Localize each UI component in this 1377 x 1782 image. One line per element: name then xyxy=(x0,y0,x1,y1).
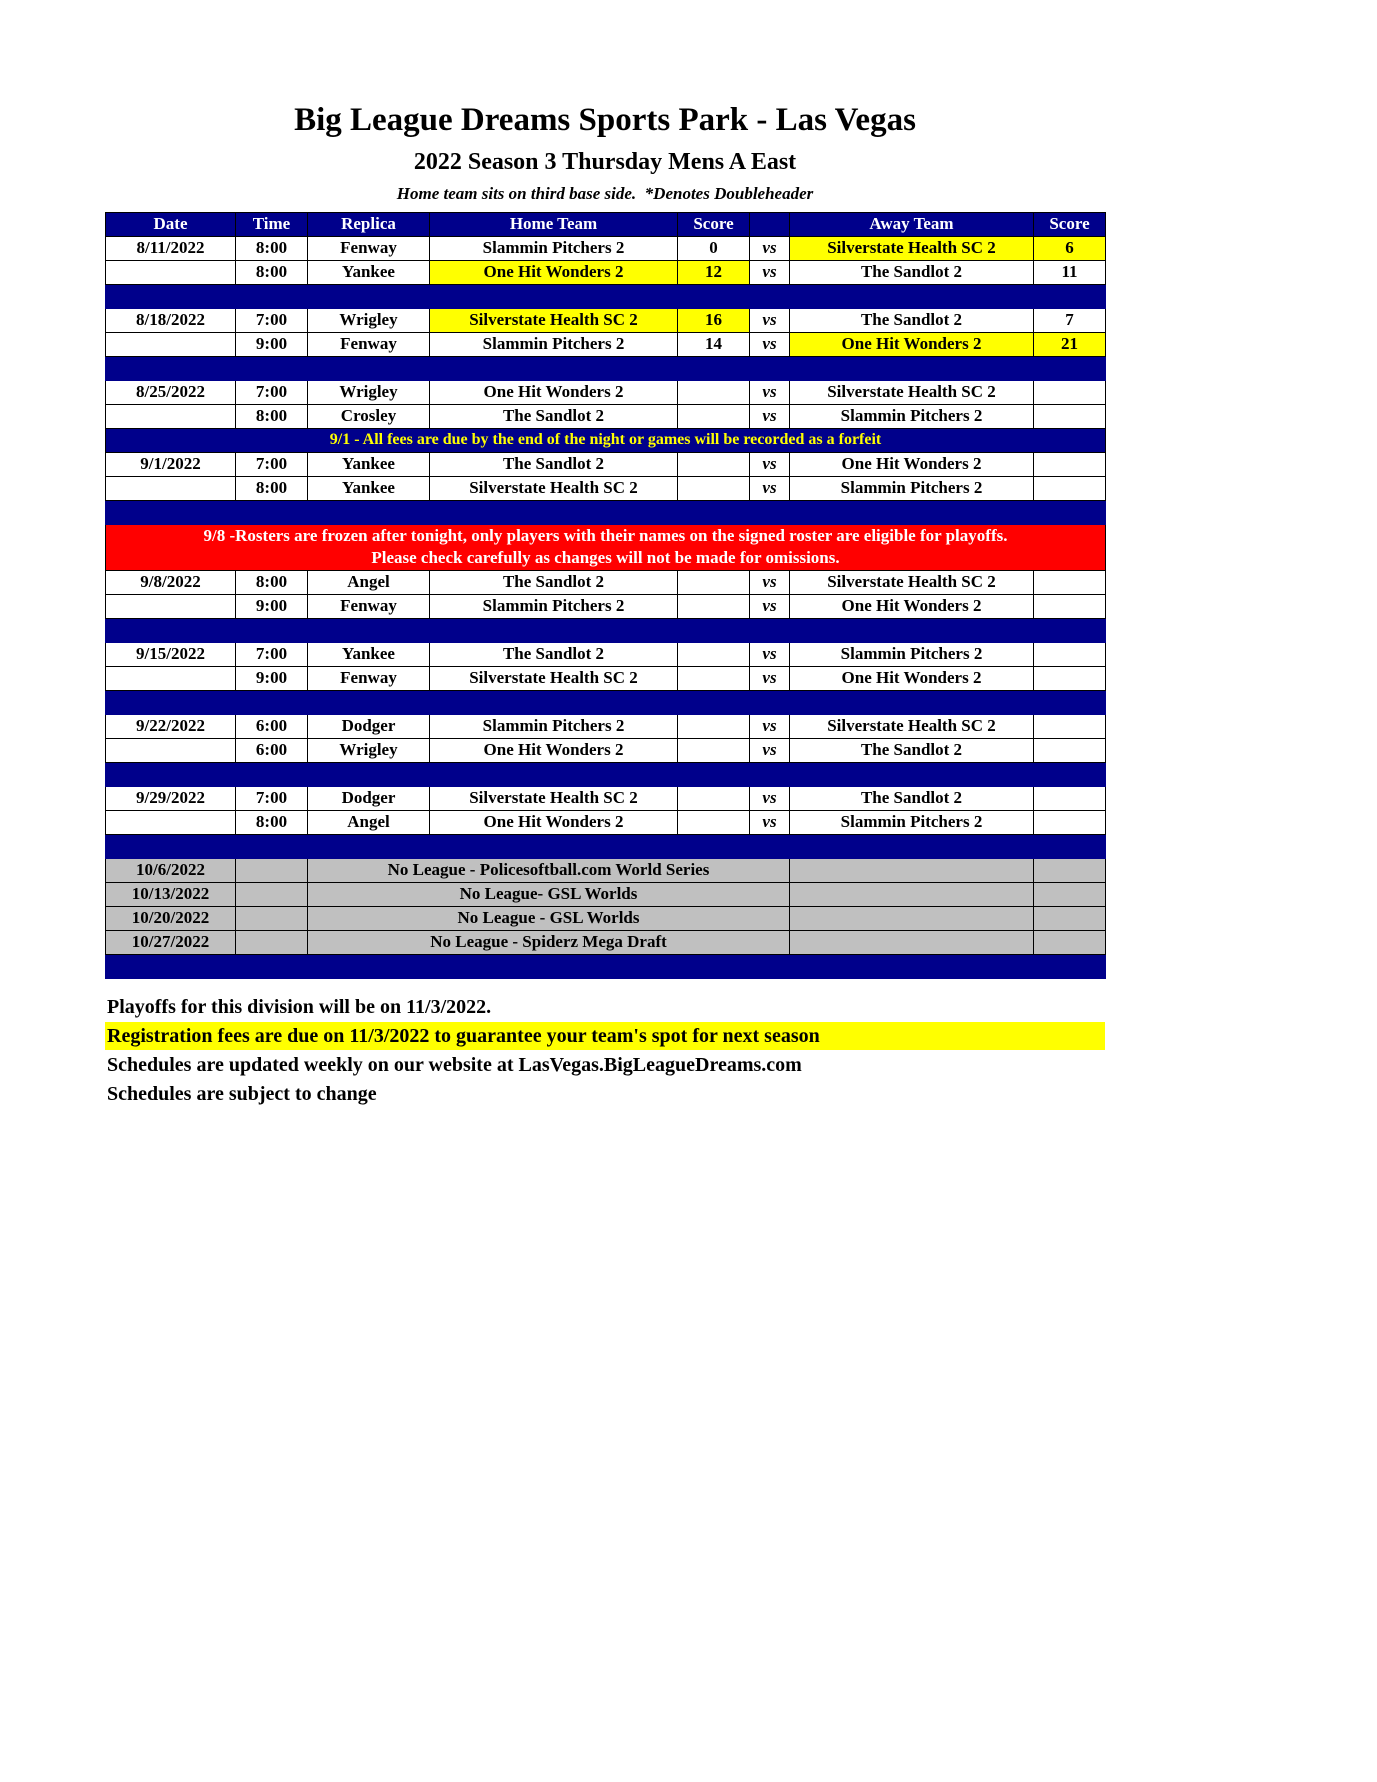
time-cell: 7:00 xyxy=(236,642,308,666)
separator-row xyxy=(106,690,1106,714)
replica-cell: Wrigley xyxy=(308,738,430,762)
separator-row xyxy=(106,834,1106,858)
no-league-row xyxy=(106,858,1106,882)
footer-block xyxy=(105,993,1377,1108)
date-cell: 9/22/2022 xyxy=(106,714,236,738)
table-header-row xyxy=(106,212,1106,236)
separator-row xyxy=(106,954,1106,978)
separator-bar xyxy=(106,690,1106,714)
time-cell: 8:00 xyxy=(236,476,308,500)
home-team-cell: Silverstate Health SC 2 xyxy=(430,308,678,332)
footer-registration-note: Registration fees are due on 11/3/2022 to guarantee your team's spot for next season xyxy=(105,1022,1105,1050)
game-row xyxy=(106,570,1106,594)
time-cell: 9:00 xyxy=(236,332,308,356)
away-team-cell: Slammin Pitchers 2 xyxy=(790,404,1034,428)
vs-cell: vs xyxy=(750,642,790,666)
home-team-cell: One Hit Wonders 2 xyxy=(430,810,678,834)
vs-cell: vs xyxy=(750,810,790,834)
date-cell: 10/20/2022 xyxy=(106,906,236,930)
home-team-cell: Slammin Pitchers 2 xyxy=(430,714,678,738)
time-cell xyxy=(236,858,308,882)
home-team-cell: The Sandlot 2 xyxy=(430,642,678,666)
title-block xyxy=(105,0,1105,204)
away-score-cell xyxy=(1034,906,1106,930)
replica-cell: Fenway xyxy=(308,594,430,618)
date-cell: 8/18/2022 xyxy=(106,308,236,332)
no-league-row xyxy=(106,882,1106,906)
time-cell: 6:00 xyxy=(236,738,308,762)
away-score-cell xyxy=(1034,476,1106,500)
schedule-body xyxy=(106,236,1106,978)
separator-row xyxy=(106,618,1106,642)
separator-row xyxy=(106,356,1106,380)
time-cell: 9:00 xyxy=(236,594,308,618)
away-team-cell: Silverstate Health SC 2 xyxy=(790,570,1034,594)
game-row xyxy=(106,666,1106,690)
col-header-replica: Replica xyxy=(308,212,430,236)
vs-cell: vs xyxy=(750,260,790,284)
replica-cell: Yankee xyxy=(308,260,430,284)
time-cell: 8:00 xyxy=(236,236,308,260)
date-cell: 10/13/2022 xyxy=(106,882,236,906)
home-score-cell xyxy=(678,452,750,476)
away-score-cell: 7 xyxy=(1034,308,1106,332)
home-team-cell: The Sandlot 2 xyxy=(430,404,678,428)
col-header-time: Time xyxy=(236,212,308,236)
away-team-cell: Slammin Pitchers 2 xyxy=(790,476,1034,500)
away-score-cell xyxy=(1034,380,1106,404)
date-cell xyxy=(106,476,236,500)
time-cell: 7:00 xyxy=(236,452,308,476)
home-team-cell: Slammin Pitchers 2 xyxy=(430,236,678,260)
time-cell xyxy=(236,930,308,954)
away-score-cell xyxy=(1034,642,1106,666)
separator-bar xyxy=(106,356,1106,380)
home-team-cell: Slammin Pitchers 2 xyxy=(430,332,678,356)
vs-cell: vs xyxy=(750,380,790,404)
vs-cell: vs xyxy=(750,786,790,810)
col-header-away-score: Score xyxy=(1034,212,1106,236)
col-header-vs xyxy=(750,212,790,236)
separator-bar xyxy=(106,762,1106,786)
no-league-text: No League - GSL Worlds xyxy=(308,906,790,930)
rosters-frozen-note-row xyxy=(106,524,1106,570)
away-score-cell: 21 xyxy=(1034,332,1106,356)
col-header-home-score: Score xyxy=(678,212,750,236)
replica-cell: Yankee xyxy=(308,642,430,666)
page-subtitle: 2022 Season 3 Thursday Mens A East xyxy=(413,148,797,175)
away-score-cell xyxy=(1034,570,1106,594)
home-team-cell: One Hit Wonders 2 xyxy=(430,260,678,284)
separator-row xyxy=(106,284,1106,308)
home-score-cell xyxy=(678,594,750,618)
home-score-cell xyxy=(678,810,750,834)
separator-bar xyxy=(106,834,1106,858)
page-title: Big League Dreams Sports Park - Las Vegas xyxy=(294,102,916,138)
rosters-frozen-note-line: 9/8 -Rosters are frozen after tonight, only players with their names on the signed roster are eligible for playoffs. xyxy=(203,526,1008,546)
time-cell xyxy=(236,882,308,906)
game-row xyxy=(106,594,1106,618)
away-team-cell: One Hit Wonders 2 xyxy=(790,666,1034,690)
no-league-text: No League - Policesoftball.com World Series xyxy=(308,858,790,882)
game-row xyxy=(106,404,1106,428)
date-cell xyxy=(106,594,236,618)
home-team-cell: The Sandlot 2 xyxy=(430,452,678,476)
game-row xyxy=(106,236,1106,260)
home-team-cell: One Hit Wonders 2 xyxy=(430,738,678,762)
away-team-cell xyxy=(790,882,1034,906)
home-team-cell: Silverstate Health SC 2 xyxy=(430,786,678,810)
vs-cell: vs xyxy=(750,594,790,618)
away-score-cell xyxy=(1034,738,1106,762)
rosters-frozen-note xyxy=(106,524,1106,570)
away-team-cell: The Sandlot 2 xyxy=(790,260,1034,284)
fees-note-row xyxy=(106,428,1106,452)
no-league-row xyxy=(106,930,1106,954)
away-score-cell xyxy=(1034,810,1106,834)
game-row xyxy=(106,380,1106,404)
home-team-cell: One Hit Wonders 2 xyxy=(430,380,678,404)
vs-cell: vs xyxy=(750,404,790,428)
replica-cell: Angel xyxy=(308,810,430,834)
date-cell: 10/27/2022 xyxy=(106,930,236,954)
replica-cell: Fenway xyxy=(308,666,430,690)
away-team-cell: Slammin Pitchers 2 xyxy=(790,810,1034,834)
separator-bar xyxy=(106,954,1106,978)
replica-cell: Fenway xyxy=(308,332,430,356)
replica-cell: Angel xyxy=(308,570,430,594)
away-score-cell xyxy=(1034,452,1106,476)
time-cell: 9:00 xyxy=(236,666,308,690)
home-team-cell: Silverstate Health SC 2 xyxy=(430,666,678,690)
time-cell: 8:00 xyxy=(236,404,308,428)
separator-row xyxy=(106,500,1106,524)
home-team-cell: The Sandlot 2 xyxy=(430,570,678,594)
vs-cell: vs xyxy=(750,570,790,594)
home-team-cell: Slammin Pitchers 2 xyxy=(430,594,678,618)
header-note: Home team sits on third base side. *Denotes Doubleheader xyxy=(396,183,814,203)
away-team-cell: Silverstate Health SC 2 xyxy=(790,380,1034,404)
date-cell: 8/25/2022 xyxy=(106,380,236,404)
away-score-cell xyxy=(1034,882,1106,906)
away-score-cell xyxy=(1034,930,1106,954)
separator-bar xyxy=(106,284,1106,308)
game-row xyxy=(106,332,1106,356)
separator-bar xyxy=(106,500,1106,524)
no-league-text: No League - Spiderz Mega Draft xyxy=(308,930,790,954)
date-cell xyxy=(106,666,236,690)
away-score-cell xyxy=(1034,786,1106,810)
date-cell: 8/11/2022 xyxy=(106,236,236,260)
home-score-cell: 16 xyxy=(678,308,750,332)
date-cell: 9/15/2022 xyxy=(106,642,236,666)
col-header-date: Date xyxy=(106,212,236,236)
replica-cell: Fenway xyxy=(308,236,430,260)
game-row xyxy=(106,260,1106,284)
replica-cell: Yankee xyxy=(308,476,430,500)
no-league-text: No League- GSL Worlds xyxy=(308,882,790,906)
date-cell: 9/1/2022 xyxy=(106,452,236,476)
no-league-row xyxy=(106,906,1106,930)
separator-row xyxy=(106,762,1106,786)
game-row xyxy=(106,308,1106,332)
time-cell: 8:00 xyxy=(236,260,308,284)
replica-cell: Dodger xyxy=(308,786,430,810)
home-score-cell: 12 xyxy=(678,260,750,284)
date-cell xyxy=(106,810,236,834)
footer-subject-to-change-note: Schedules are subject to change xyxy=(107,1082,377,1105)
time-cell: 7:00 xyxy=(236,308,308,332)
col-header-home-team: Home Team xyxy=(430,212,678,236)
away-team-cell: Silverstate Health SC 2 xyxy=(790,236,1034,260)
home-score-cell xyxy=(678,380,750,404)
away-score-cell xyxy=(1034,404,1106,428)
date-cell: 9/8/2022 xyxy=(106,570,236,594)
home-score-cell xyxy=(678,476,750,500)
footer-playoffs-note: Playoffs for this division will be on 11/3/2022. xyxy=(107,995,492,1018)
away-team-cell: Slammin Pitchers 2 xyxy=(790,642,1034,666)
away-score-cell: 11 xyxy=(1034,260,1106,284)
date-cell xyxy=(106,738,236,762)
schedule-table xyxy=(105,212,1106,979)
game-row xyxy=(106,476,1106,500)
date-cell: 10/6/2022 xyxy=(106,858,236,882)
footer-website-note: Schedules are updated weekly on our website at LasVegas.BigLeagueDreams.com xyxy=(107,1053,802,1076)
vs-cell: vs xyxy=(750,308,790,332)
date-cell xyxy=(106,404,236,428)
replica-cell: Yankee xyxy=(308,452,430,476)
vs-cell: vs xyxy=(750,666,790,690)
home-score-cell xyxy=(678,714,750,738)
separator-bar xyxy=(106,618,1106,642)
replica-cell: Dodger xyxy=(308,714,430,738)
game-row xyxy=(106,642,1106,666)
game-row xyxy=(106,786,1106,810)
home-score-cell: 0 xyxy=(678,236,750,260)
date-cell xyxy=(106,332,236,356)
game-row xyxy=(106,810,1106,834)
replica-cell: Wrigley xyxy=(308,380,430,404)
away-score-cell xyxy=(1034,594,1106,618)
home-score-cell xyxy=(678,666,750,690)
replica-cell: Wrigley xyxy=(308,308,430,332)
away-team-cell: The Sandlot 2 xyxy=(790,738,1034,762)
game-row xyxy=(106,738,1106,762)
away-team-cell xyxy=(790,906,1034,930)
vs-cell: vs xyxy=(750,236,790,260)
time-cell xyxy=(236,906,308,930)
time-cell: 7:00 xyxy=(236,786,308,810)
time-cell: 7:00 xyxy=(236,380,308,404)
vs-cell: vs xyxy=(750,714,790,738)
away-team-cell xyxy=(790,930,1034,954)
home-score-cell xyxy=(678,404,750,428)
time-cell: 6:00 xyxy=(236,714,308,738)
home-score-cell xyxy=(678,642,750,666)
vs-cell: vs xyxy=(750,476,790,500)
time-cell: 8:00 xyxy=(236,810,308,834)
away-team-cell: One Hit Wonders 2 xyxy=(790,332,1034,356)
away-team-cell: The Sandlot 2 xyxy=(790,786,1034,810)
away-team-cell: One Hit Wonders 2 xyxy=(790,452,1034,476)
away-team-cell xyxy=(790,858,1034,882)
home-score-cell xyxy=(678,786,750,810)
home-score-cell xyxy=(678,738,750,762)
home-score-cell xyxy=(678,570,750,594)
date-cell: 9/29/2022 xyxy=(106,786,236,810)
away-team-cell: One Hit Wonders 2 xyxy=(790,594,1034,618)
game-row xyxy=(106,714,1106,738)
away-score-cell xyxy=(1034,858,1106,882)
away-score-cell: 6 xyxy=(1034,236,1106,260)
game-row xyxy=(106,452,1106,476)
vs-cell: vs xyxy=(750,738,790,762)
time-cell: 8:00 xyxy=(236,570,308,594)
away-score-cell xyxy=(1034,666,1106,690)
fees-note-text: 9/1 - All fees are due by the end of the night or games will be recorded as a forfeit xyxy=(106,428,1106,452)
date-cell xyxy=(106,260,236,284)
away-team-cell: Silverstate Health SC 2 xyxy=(790,714,1034,738)
home-score-cell: 14 xyxy=(678,332,750,356)
vs-cell: vs xyxy=(750,332,790,356)
replica-cell: Crosley xyxy=(308,404,430,428)
col-header-away-team: Away Team xyxy=(790,212,1034,236)
rosters-frozen-note-line: Please check carefully as changes will not be made for omissions. xyxy=(371,548,840,568)
home-team-cell: Silverstate Health SC 2 xyxy=(430,476,678,500)
away-team-cell: The Sandlot 2 xyxy=(790,308,1034,332)
away-score-cell xyxy=(1034,714,1106,738)
vs-cell: vs xyxy=(750,452,790,476)
